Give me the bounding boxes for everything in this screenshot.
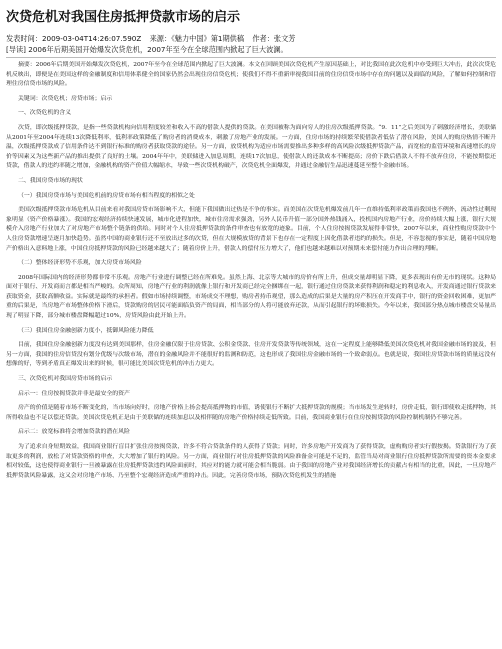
body-paragraph: 房产的价值是随着市场不断变化的，当市场向好时，房地产价格上扬会提高抵押物的市值，诱使银行不断扩大抵押贷款的规模；当市场发生逆转时，房价走低，银行即使收走抵押物，其所得收益也不足以偿还贷款。美国次贷危机正是由于美联储的连续加息以及相伴随的房地产价格持续走低所致。目前，我国商业银行在住房按揭贷款的风险控制机制仍不够完善。 xyxy=(6,405,496,421)
author: 作者：张文芳 xyxy=(252,34,296,43)
source: 来源：《魅力中国》第1期供稿 xyxy=(149,34,245,43)
body-paragraph: 2008年国际国内的经济形势都非常不乐观。房地产行业进行调整已经在所难免。虽然上海、北京等大城市的房价有所上升，但成交量却明显下降，更多表现出有价无市的现状。这种局面对于银行、开发商而言都是相当严峻的。众所周知，房地产行业的利润就像上银行和开发商已经完全捆绑在一起，银行通过住房贷款来获得利润和稳定的利息收入，开发商通过银行贷款来获取资金，获取高额收益。实际就是最终的承担者。假如市场持续调整，市场成交不理想，购房者持币观望，那么造成的后果是大量的房产积压在开发商手中，银行的资金回收困难，更加严重的后果是，当房地产市场整体价格下滑后，贷款购房的居民可能面临负资产的局面，相当部分的人将可能放弃还款，从而引起银行的坏账损失。今年以来，我国部分热点城市楼盘交易量出现了明显下降，部分城市楼盘降幅超过10%，房贷风险由此开始上升。 xyxy=(6,274,496,320)
abstract-paragraph: 摘要：2006年后期美国开始爆发次贷危机，2007年至今在全球范围内掀起了巨大波澜。本文在回顾美国次贷危机产生原因基础上，对比我国在此次危机中亦受到巨大冲击，此次次贷危机反映出，即便是在美国这样的金融制度和信用体系健全的国家仍然会出现住房信贷危机；使我们不得不重新审视我国目前的住房信贷市场中存在的问题以及面临的风险，了解如何控制和管理住房信贷市场的风险。 xyxy=(6,62,496,88)
body-paragraph: 目前，我国住房金融创新力度没有达到美国那样，住房金融仅限于住房贷款、公积金贷款、住房开发贷款等传统领域，这在一定程度上能够降低美国次贷危机对我国金融市场的波及，但另一方面，我国的住房信贷没有划分优级与次级市场，潜在的金融风险并不能很好的监测和防范，这也形成了我国住房金融市场的一个致命弱点。也就是说，我国住房贷款市场的质量远没有想像的好，等到矛盾真正爆发出来的时候，很可能比美国次贷危机的冲击力更大。 xyxy=(6,342,496,368)
section-heading: 三、次贷危机对我国房贷市场的启示 xyxy=(18,376,113,383)
section-heading: 一、次贷危机的含义 xyxy=(18,110,72,117)
article-title: 次贷危机对我国住房抵押贷款市场的启示 xyxy=(6,10,241,25)
subsection-heading: 启示二：放宽标准将会增加贷款的潜在风险 xyxy=(18,429,130,436)
body-paragraph: 美国次级抵押贷款市场危机从目前来看对我国房贷市场影响不大，但能下我国做出过热是不争的事实。而美国在次贷危机爆发前几年一直维持低利率政策而我国也不例外，流动性过剩现象明显（资产价格暴涨）。我国的宏观经济持续快速发展，城市化进程加快，城市住房需求强劲，另外人民币升值一部分国外热钱涌入，投机国内房地产行业，房价持续大幅上涨，银行大规模介入房地产行业加大了对房地产市场整个链条的供给。同时对个人住房抵押贷款的条件审查也有放宽的迹象。目前，个人住房按揭贷款发展得非常快，2007年以来，商业性购房贷款中个人住房贷款增速呈逐月加快趋势。虽然中国的商业银行还不至放出过多的次贷，但在大规模放贷的背景下也存在一定程度上因化借款者违约的损失。但是，不容忽视的事实是，随着中国房地产价格出入意料地上涨，中国住房抵押贷款的风险已经越来越大了；随着房价上升，借款人的偿付压力增大了，他们也越来越难以对预期未来偿付能力作出合理的判断。 xyxy=(6,207,496,252)
body-paragraph: 次贷，即次级抵押贷款，是指一些贷款机构向信用程度较差和收入不高的借款人提供的贷款。在美国被称为面向穷人的住房次级抵押贷款。“9．11”之后美国为了刺激经济增长，美联储从2001年至2004年连续13次降低利率，低利率政策降低了购房者的消费成本，刺激了房地产业的发展。一方面，住房市场的持续繁荣使借款者低估了潜在风险，美国人的购房热情不断升温，次级抵押贷款成了信用条件达不到银行标准的购房者获取贷款的途径。另一方面，放贷机构为适应市场需要推出多种多样的高风险次级抵押贷款产品，而宽松的监管环境和高速增长的房价等因素又为这些新产品的推出提供了良好的土壤。2004年年中，美联储进入加息周期，连续17次加息，使借款人的还款成本不断提高；房价下跌后借款人不得不放弃住房，不能按期偿还贷款，借款人的违约率随之增加，金融机构的资产价值大幅缩水，导致一些次贷机构破产，次贷危机全面爆发，并通过金融衍生品迅速蔓延至整个金融市场。 xyxy=(6,124,496,170)
divider xyxy=(6,57,496,58)
keywords: 关键词：次贷危机；房贷市场；启示 xyxy=(18,95,113,102)
subsection-heading: （二）整体经济形势不乐观，加大房贷市场风险 xyxy=(18,260,142,267)
body-paragraph: 为了追求自身短期效益，我国商业银行盲目扩张住房按揭贷款，许多不符合贷款条件的人获得了贷款；同时，许多房地产开发商为了获得贷款，虚构购房者实行假按揭。贷款银行为了获取更多的利润，放松了对贷款资格的审查，大大增加了银行的风险。另一方面，商业银行对住房抵押贷款的风险准备金可能是不足的，监管当局对商业银行住房抵押贷款所需要的资本金要求相对较低，这也使得商业银行一旦被暴露在住房抵押贷款违约风险面前时，其应对的能力就可能会相当脆弱。由于我国的房地产业对我国经济增长的贡献占有相当的比重，因此，一旦房地产抵押贷款风险暴露，这又会对房地产市场、乃至整个宏观经济造成严重的冲击。因此，完善房贷市场，预防次贷危机发生的措施 xyxy=(6,444,496,479)
section-heading: 二、我国房贷市场的现状 xyxy=(18,177,83,184)
subsection-heading: （三）我国住房金融创新力度小，抵御风险能力降低 xyxy=(18,327,154,334)
publish-time: 发表时间：2009-03-04T14:26:07.590Z xyxy=(6,34,142,43)
subsection-heading: 启示一：住房按揭贷款并非是最安全的资产 xyxy=(18,390,130,397)
subsection-heading: （一）我国房贷市场与美国危机前的房贷市场有相当程度的相似之处 xyxy=(18,192,195,199)
lead-summary: [导读] 2006年后期美国开始爆发次贷危机，2007年至今在全球范围内掀起了巨大波澜。 xyxy=(6,45,288,54)
article-meta xyxy=(6,34,496,44)
article-body xyxy=(6,61,496,481)
